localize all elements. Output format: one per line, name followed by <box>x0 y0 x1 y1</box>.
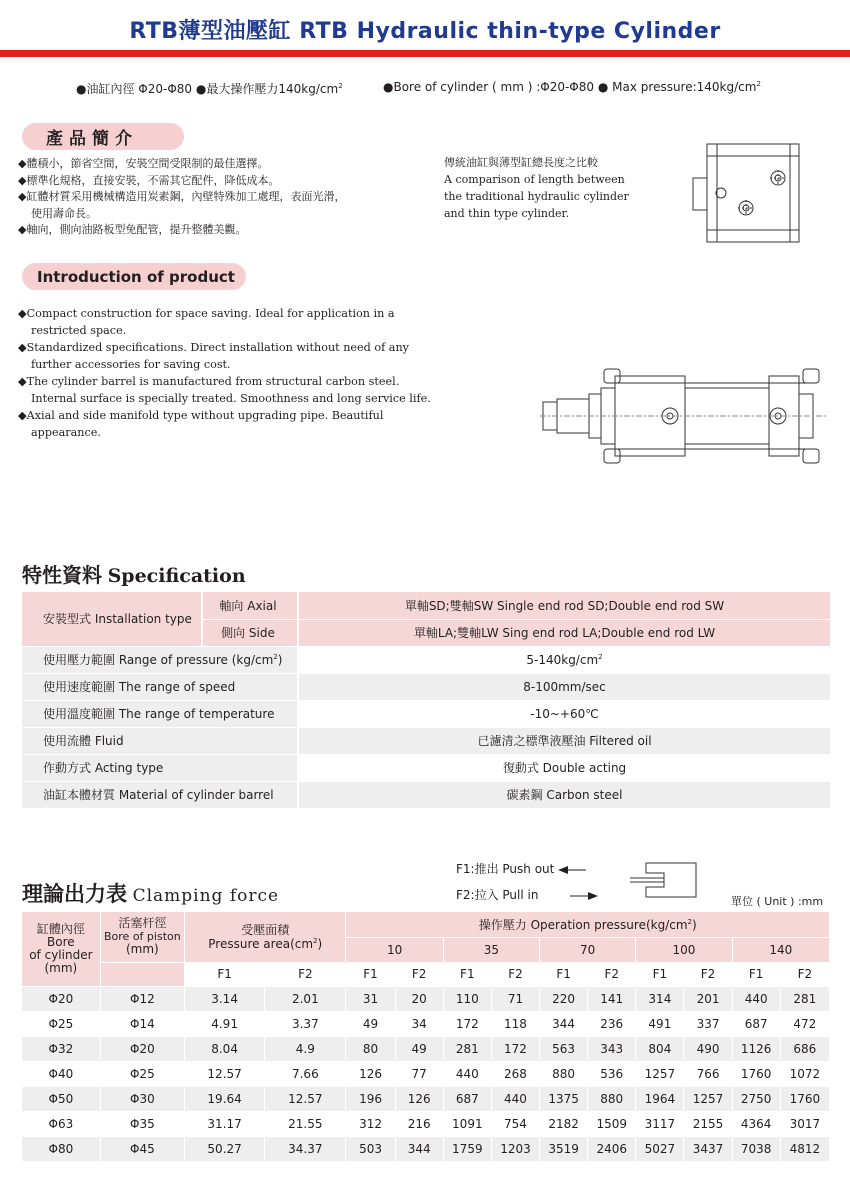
table-cell: 49 <box>395 1036 443 1061</box>
f1-head: F1 <box>732 962 780 986</box>
table-cell: 880 <box>540 1061 588 1086</box>
f-row <box>22 962 830 986</box>
table-cell: 1375 <box>540 1086 588 1111</box>
push-label: F1:推出 Push out <box>456 862 555 876</box>
table-row <box>22 781 830 808</box>
table-cell: 7038 <box>732 1136 780 1161</box>
table-row <box>22 1086 830 1111</box>
col-area: 受壓面積 Pressure $area(cm^2)$ <box>184 912 345 962</box>
f2-head: F2 <box>491 962 539 986</box>
spec-table <box>22 592 830 809</box>
table-row <box>22 1136 830 1161</box>
piston-push-pull-icon <box>628 860 700 900</box>
table-cell: 141 <box>588 986 636 1011</box>
list-item: ◆軸向，側向油路板型免配管，提升整體美觀。 <box>18 223 247 236</box>
table-cell: 314 <box>636 986 684 1011</box>
table-row <box>22 1036 830 1061</box>
table-cell: Φ14 <box>100 1011 184 1036</box>
table-cell: 8.04 <box>184 1036 264 1061</box>
table-cell: 34 <box>395 1011 443 1036</box>
piston-blank <box>100 962 184 986</box>
list-item: ◆體積小，節省空間，安裝空間受限制的最佳選擇。 <box>18 157 269 170</box>
list-item: appearance. <box>31 426 101 439</box>
table-cell: 491 <box>636 1011 684 1036</box>
table-cell: 343 <box>588 1036 636 1061</box>
pressure-140: 140 <box>732 937 829 962</box>
axial-value: 單軸SD;雙軸SW Single end rod SD;Double end rod SW <box>298 592 830 619</box>
table-cell: 686 <box>780 1036 829 1061</box>
axial-label: 軸向 Axial <box>202 592 298 619</box>
table-cell: Φ25 <box>100 1061 184 1086</box>
list-item: ◆Standardized specifications. Direct installation without need of any <box>18 341 409 354</box>
table-cell: 236 <box>588 1011 636 1036</box>
page-title: RTB薄型油壓缸 RTB Hydraulic thin-type Cylinder <box>129 19 721 44</box>
table-cell: 880 <box>588 1086 636 1111</box>
thin-cylinder-drawing <box>690 140 802 248</box>
table-cell: 201 <box>684 986 732 1011</box>
bullet-dot-icon: ● <box>383 80 394 94</box>
diamond-bullet-icon: ◆ <box>18 307 27 320</box>
spec-label: 油缸本體材質 Material of cylinder barrel <box>22 781 298 808</box>
pressure-cn: 最大操作壓力140kg/cm <box>206 82 339 96</box>
table-cell: 4.91 <box>184 1011 264 1036</box>
clamp-heading <box>22 878 279 908</box>
table-cell: 440 <box>491 1086 539 1111</box>
table-row <box>22 727 830 754</box>
clamping-force-table <box>22 912 830 1162</box>
install-type-label: 安裝型式 Installation type <box>22 592 202 646</box>
title-rule <box>0 50 850 57</box>
spec-label: 使用流體 Fluid <box>22 727 298 754</box>
table-cell: 1759 <box>443 1136 491 1161</box>
list-item: restricted space. <box>31 324 127 337</box>
table-cell: Φ25 <box>22 1011 100 1036</box>
table-cell: 126 <box>346 1061 395 1086</box>
diamond-bullet-icon: ◆ <box>18 190 27 203</box>
table-cell: 34.37 <box>265 1136 346 1161</box>
table-cell: 196 <box>346 1086 395 1111</box>
side-value: 單軸LA;雙軸LW Sing end rod LA;Double end rod LW <box>298 619 830 646</box>
spec-value: $5-140kg/cm^2$ <box>298 646 830 673</box>
table-cell: 20 <box>395 986 443 1011</box>
table-cell: 12.57 <box>265 1086 346 1111</box>
table-cell: 50.27 <box>184 1136 264 1161</box>
table-cell: 3117 <box>636 1111 684 1136</box>
table-cell: 110 <box>443 986 491 1011</box>
diamond-bullet-icon: ◆ <box>18 409 27 422</box>
table-cell: 31.17 <box>184 1111 264 1136</box>
table-cell: 337 <box>684 1011 732 1036</box>
table-cell: 312 <box>346 1111 395 1136</box>
f1-head: F1 <box>184 962 264 986</box>
table-cell: 1126 <box>732 1036 780 1061</box>
table-cell: 3.37 <box>265 1011 346 1036</box>
bullet-dot-icon: ● <box>76 82 87 96</box>
f1-head: F1 <box>540 962 588 986</box>
summary-line-en <box>383 80 761 94</box>
table-cell: 21.55 <box>265 1111 346 1136</box>
table-cell: 440 <box>732 986 780 1011</box>
sup-2: 2 <box>756 80 761 88</box>
table-cell: 503 <box>346 1136 395 1161</box>
table-cell: Φ63 <box>22 1111 100 1136</box>
table-cell: Φ45 <box>100 1136 184 1161</box>
table-cell: 4.9 <box>265 1036 346 1061</box>
table-cell: 3437 <box>684 1136 732 1161</box>
intro-cn-heading: 產品簡介 <box>22 123 184 150</box>
clamp-heading-cn: 理論出力表 <box>22 881 127 906</box>
table-cell: Φ32 <box>22 1036 100 1061</box>
table-cell: 12.57 <box>184 1061 264 1086</box>
table-cell: 4812 <box>780 1136 829 1161</box>
intro-cn-list <box>18 156 428 239</box>
spec-label: 使用溫度範圍 The range of temperature <box>22 700 298 727</box>
table-cell: 216 <box>395 1111 443 1136</box>
f2-head: F2 <box>588 962 636 986</box>
table-cell: 536 <box>588 1061 636 1086</box>
list-item: further accessories for saving cost. <box>31 358 231 371</box>
diamond-bullet-icon: ◆ <box>18 375 27 388</box>
spec-label: 使用速度範圍 The range of speed <box>22 673 298 700</box>
table-row <box>22 673 830 700</box>
table-row <box>22 1011 830 1036</box>
table-row <box>22 1111 830 1136</box>
table-cell: 344 <box>540 1011 588 1036</box>
table-cell: 2750 <box>732 1086 780 1111</box>
table-cell: 490 <box>684 1036 732 1061</box>
table-cell: 2155 <box>684 1111 732 1136</box>
unit-label: 單位 ( Unit ) :mm <box>731 895 824 908</box>
table-cell: 2182 <box>540 1111 588 1136</box>
table-row <box>22 592 830 619</box>
table-row <box>22 986 830 1011</box>
table-row <box>22 754 830 781</box>
diamond-bullet-icon: ◆ <box>18 223 27 236</box>
table-cell: 172 <box>443 1011 491 1036</box>
table-cell: 172 <box>491 1036 539 1061</box>
table-cell: Φ80 <box>22 1136 100 1161</box>
traditional-cylinder-drawing <box>540 366 830 466</box>
table-cell: 1072 <box>780 1061 829 1086</box>
f1-head: F1 <box>636 962 684 986</box>
list-item: ◆Compact construction for space saving. Ideal for application in a <box>18 307 395 320</box>
table-cell: Φ20 <box>100 1036 184 1061</box>
table-row <box>22 646 830 673</box>
table-cell: Φ12 <box>100 986 184 1011</box>
table-cell: Φ30 <box>100 1086 184 1111</box>
pull-label: F2:拉入 Pull in <box>456 888 539 902</box>
spec-label: 使用壓力範圍 Range of pressure $(kg/cm^2)$ <box>22 646 298 673</box>
table-cell: 1964 <box>636 1086 684 1111</box>
clamp-heading-en: Clamping force <box>132 886 280 906</box>
bore-en: Bore of cylinder ( mm ) :Φ20-Φ80 <box>393 80 595 94</box>
table-cell: 77 <box>395 1061 443 1086</box>
pull-legend <box>456 886 598 903</box>
list-item: ◆標準化規格，直接安裝，不需其它配件，降低成本。 <box>18 173 280 187</box>
f1-head: F1 <box>346 962 395 986</box>
diamond-bullet-icon: ◆ <box>18 341 27 354</box>
push-legend <box>456 860 588 877</box>
spec-heading-en: Specification <box>107 565 246 587</box>
spec-value: 碳素鋼 Carbon steel <box>298 781 830 808</box>
table-cell: Φ50 <box>22 1086 100 1111</box>
table-cell: 71 <box>491 986 539 1011</box>
table-row <box>22 700 830 727</box>
table-cell: Φ40 <box>22 1061 100 1086</box>
table-cell: 49 <box>346 1011 395 1036</box>
caption-line: the traditional hydraulic cylinder <box>444 190 629 203</box>
col-bore: 缸體內徑 Bore of cylinder (mm) <box>22 912 100 986</box>
intro-en-list <box>18 305 458 441</box>
table-cell: 118 <box>491 1011 539 1036</box>
table-cell: 5027 <box>636 1136 684 1161</box>
table-cell: 2.01 <box>265 986 346 1011</box>
spec-value: -10~+60℃ <box>298 700 830 727</box>
list-item: 使用壽命長。 <box>31 206 97 220</box>
list-item: ◆缸體材質采用機械構造用炭素鋼，內壁特殊加工處理，表面光滑， <box>18 190 346 203</box>
table-cell: 1760 <box>732 1061 780 1086</box>
spec-heading <box>22 559 246 588</box>
pressure-10: 10 <box>346 937 443 962</box>
f2-head: F2 <box>684 962 732 986</box>
table-cell: 1257 <box>636 1061 684 1086</box>
table-cell: 1091 <box>443 1111 491 1136</box>
col-piston: 活塞杆徑 Bore of piston (mm) <box>100 912 184 962</box>
table-cell: 563 <box>540 1036 588 1061</box>
table-cell: 268 <box>491 1061 539 1086</box>
caption-line: A comparison of length between <box>444 173 625 186</box>
spec-heading-cn: 特性資料 <box>22 563 102 587</box>
table-cell: 31 <box>346 986 395 1011</box>
list-item: ◆Axial and side manifold type without upgrading pipe. Beautiful <box>18 409 384 422</box>
table-cell: 19.64 <box>184 1086 264 1111</box>
spec-value: 已濾清之標準液壓油 Filtered oil <box>298 727 830 754</box>
arrow-left-icon <box>558 865 588 875</box>
f2-head: F2 <box>395 962 443 986</box>
table-cell: 754 <box>491 1111 539 1136</box>
table-cell: Φ20 <box>22 986 100 1011</box>
table-cell: 4364 <box>732 1111 780 1136</box>
table-cell: 1509 <box>588 1111 636 1136</box>
pressure-70: 70 <box>540 937 636 962</box>
table-cell: 1203 <box>491 1136 539 1161</box>
caption-line: and thin type cylinder. <box>444 207 570 220</box>
table-cell: 3017 <box>780 1111 829 1136</box>
table-cell: 687 <box>732 1011 780 1036</box>
bullet-dot-icon: ● <box>597 80 609 94</box>
diamond-bullet-icon: ◆ <box>18 157 27 170</box>
bore-cn: 油缸內徑 Φ20-Φ80 <box>86 82 193 96</box>
table-cell: 472 <box>780 1011 829 1036</box>
arrow-right-icon <box>568 891 598 901</box>
pressure-35: 35 <box>443 937 539 962</box>
table-cell: 766 <box>684 1061 732 1086</box>
col-operation-pressure: 操作壓力 Operation $pressure(kg/cm^2)$ <box>346 912 830 937</box>
intro-en-heading: Introduction of product <box>22 263 246 290</box>
table-cell: 3519 <box>540 1136 588 1161</box>
table-row <box>22 1061 830 1086</box>
spec-value: 復動式 Double acting <box>298 754 830 781</box>
table-cell: 7.66 <box>265 1061 346 1086</box>
table-cell: 126 <box>395 1086 443 1111</box>
table-cell: 440 <box>443 1061 491 1086</box>
table-cell: 281 <box>780 986 829 1011</box>
header-row <box>22 912 830 937</box>
table-cell: Φ35 <box>100 1111 184 1136</box>
table-cell: 3.14 <box>184 986 264 1011</box>
table-cell: 220 <box>540 986 588 1011</box>
table-cell: 80 <box>346 1036 395 1061</box>
pressure-100: 100 <box>636 937 732 962</box>
table-cell: 1760 <box>780 1086 829 1111</box>
table-cell: 804 <box>636 1036 684 1061</box>
table-cell: 281 <box>443 1036 491 1061</box>
list-item: ◆The cylinder barrel is manufactured from structural carbon steel. <box>18 375 400 388</box>
comparison-caption <box>444 154 674 222</box>
f2-head: F2 <box>780 962 829 986</box>
side-label: 側向 Side <box>202 619 298 646</box>
list-item: Internal surface is specially treated. Smoothness and long service life. <box>31 392 431 405</box>
pressure-en: Max pressure:140kg/cm <box>612 80 757 94</box>
spec-value: 8-100mm/sec <box>298 673 830 700</box>
table-cell: 2406 <box>588 1136 636 1161</box>
caption-line: 傳統油缸與薄型缸總長度之比較 <box>444 156 598 169</box>
table-cell: 687 <box>443 1086 491 1111</box>
table-cell: 1257 <box>684 1086 732 1111</box>
f2-head: F2 <box>265 962 346 986</box>
spec-label: 作動方式 Acting type <box>22 754 298 781</box>
bullet-dot-icon: ● <box>195 82 207 96</box>
diamond-bullet-icon: ◆ <box>18 173 27 187</box>
table-cell: 344 <box>395 1136 443 1161</box>
f1-head: F1 <box>443 962 491 986</box>
sup-2: 2 <box>338 82 343 90</box>
summary-line-cn <box>76 80 343 97</box>
